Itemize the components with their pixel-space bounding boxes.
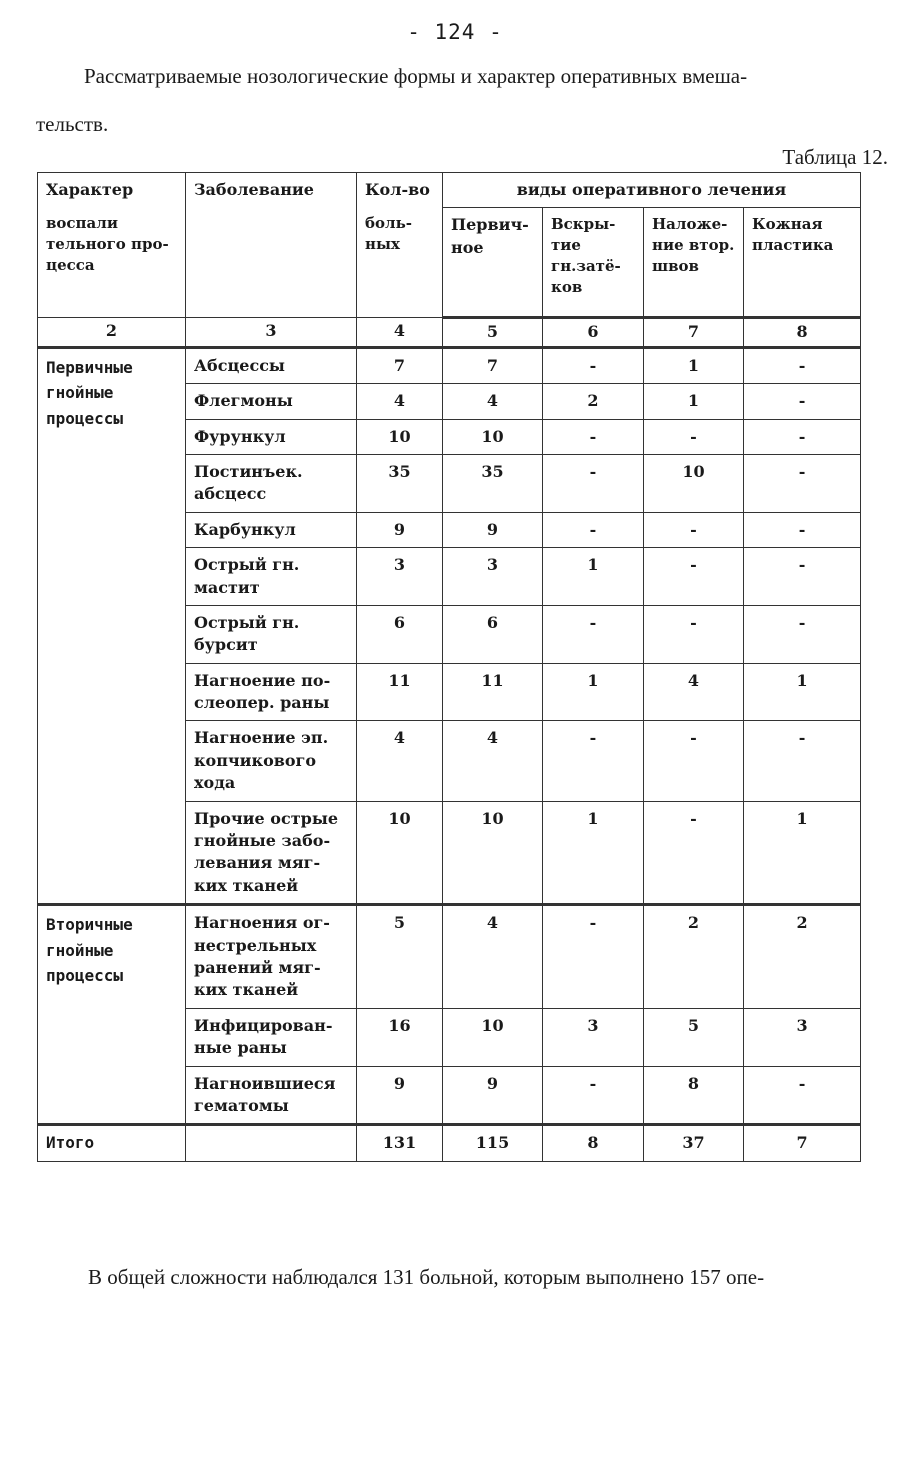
count-cell: 7 [357, 347, 443, 383]
primary-cell: 35 [443, 454, 543, 512]
opening-cell: - [543, 454, 644, 512]
primary-cell: 7 [443, 347, 543, 383]
disease-cell: Нагноившиеся гематомы [186, 1066, 357, 1125]
plastic-cell: - [744, 454, 861, 512]
disease-cell: Карбункул [186, 512, 357, 547]
total-label: Итого [38, 1125, 186, 1161]
total-sutures-cell: 37 [644, 1125, 744, 1161]
index-cell: 6 [543, 318, 644, 347]
sutures-cell: - [644, 605, 744, 663]
sutures-cell: - [644, 419, 744, 454]
plastic-cell: - [744, 548, 861, 606]
total-primary-cell: 115 [443, 1125, 543, 1161]
opening-cell: - [543, 347, 644, 383]
primary-cell: 10 [443, 419, 543, 454]
sutures-cell: 4 [644, 663, 744, 721]
primary-cell: 3 [443, 548, 543, 606]
count-cell: 16 [357, 1008, 443, 1066]
plastic-cell: - [744, 605, 861, 663]
header-disease: Заболевание [186, 173, 357, 318]
intro-line-1: Рассматриваемые нозологические формы и характер оперативных вмеша- [84, 64, 748, 88]
intro-line-2: тельств. [36, 112, 109, 136]
primary-cell: 4 [443, 721, 543, 801]
count-cell: 4 [357, 384, 443, 419]
sutures-cell: 10 [644, 454, 744, 512]
index-cell: 4 [357, 318, 443, 347]
count-cell: 9 [357, 1066, 443, 1125]
count-cell: 35 [357, 454, 443, 512]
opening-cell: - [543, 905, 644, 1009]
primary-cell: 9 [443, 512, 543, 547]
header-row-1 [38, 173, 861, 208]
sutures-cell: 2 [644, 905, 744, 1009]
opening-cell: 3 [543, 1008, 644, 1066]
primary-cell: 4 [443, 905, 543, 1009]
sutures-cell: - [644, 801, 744, 905]
primary-cell: 6 [443, 605, 543, 663]
index-cell: 2 [38, 318, 186, 347]
disease-cell: Нагноения ог-нестрельных ранений мяг-ких тканей [186, 905, 357, 1009]
table-body [38, 347, 861, 1161]
opening-cell: - [543, 419, 644, 454]
plastic-cell: - [744, 347, 861, 383]
count-cell: 11 [357, 663, 443, 721]
sutures-cell: 1 [644, 384, 744, 419]
header-count-title: Кол-во [365, 180, 430, 199]
count-cell: 6 [357, 605, 443, 663]
disease-cell: Острый гн. мастит [186, 548, 357, 606]
opening-cell: 1 [543, 663, 644, 721]
operations-table [37, 172, 861, 1162]
total-row [38, 1125, 861, 1161]
disease-cell: Постинъек. абсцесс [186, 454, 357, 512]
sutures-cell: 8 [644, 1066, 744, 1125]
index-cell: 3 [186, 318, 357, 347]
header-opening: Вскры-тие гн.затё-ков [543, 208, 644, 318]
sutures-cell: 1 [644, 347, 744, 383]
group-primary-label: Первичные гнойные процессы [38, 347, 186, 904]
opening-cell: 2 [543, 384, 644, 419]
total-plastic-cell: 7 [744, 1125, 861, 1161]
plastic-cell: - [744, 721, 861, 801]
opening-cell: 1 [543, 801, 644, 905]
count-cell: 3 [357, 548, 443, 606]
group-secondary-label: Вторичные гнойные процессы [38, 905, 186, 1125]
header-treatment-group: виды оперативного лечения [443, 173, 861, 208]
primary-cell: 10 [443, 1008, 543, 1066]
opening-cell: 1 [543, 548, 644, 606]
opening-cell: - [543, 512, 644, 547]
count-cell: 9 [357, 512, 443, 547]
footer-line: В общей сложности наблюдался 131 больной, которым выполнено 157 опе- [88, 1265, 765, 1289]
primary-cell: 4 [443, 384, 543, 419]
disease-cell: Фурункул [186, 419, 357, 454]
header-character-title: Характер [46, 180, 134, 199]
opening-cell: - [543, 721, 644, 801]
header-primary: Первич-ное [443, 208, 543, 318]
index-cell: 7 [644, 318, 744, 347]
sutures-cell: 5 [644, 1008, 744, 1066]
count-cell: 10 [357, 419, 443, 454]
opening-cell: - [543, 605, 644, 663]
plastic-cell: 3 [744, 1008, 861, 1066]
page-number: - 124 - [407, 20, 503, 44]
sutures-cell: - [644, 721, 744, 801]
opening-cell: - [543, 1066, 644, 1125]
count-cell: 10 [357, 801, 443, 905]
count-cell: 5 [357, 905, 443, 1009]
count-cell: 4 [357, 721, 443, 801]
disease-cell: Прочие острые гнойные забо-левания мяг-ких тканей [186, 801, 357, 905]
disease-cell: Нагноение по-слеопер. раны [186, 663, 357, 721]
plastic-cell: - [744, 512, 861, 547]
total-disease-cell [186, 1125, 357, 1161]
header-character [38, 173, 186, 318]
plastic-cell: - [744, 1066, 861, 1125]
primary-cell: 10 [443, 801, 543, 905]
plastic-cell: 1 [744, 663, 861, 721]
primary-cell: 11 [443, 663, 543, 721]
disease-cell: Флегмоны [186, 384, 357, 419]
header-plastic: Кожная пластика [744, 208, 861, 318]
disease-cell: Острый гн. бурсит [186, 605, 357, 663]
total-opening-cell: 8 [543, 1125, 644, 1161]
table-row [38, 905, 861, 1009]
primary-cell: 9 [443, 1066, 543, 1125]
table-caption: Таблица 12. [782, 145, 888, 169]
plastic-cell: - [744, 384, 861, 419]
header-count [357, 173, 443, 318]
header-count-sub: боль-ных [365, 214, 412, 254]
sutures-cell: - [644, 512, 744, 547]
header-sutures: Наложе-ние втор. швов [644, 208, 744, 318]
sutures-cell: - [644, 548, 744, 606]
table-row [38, 347, 861, 383]
index-row [38, 318, 861, 347]
disease-cell: Инфицирован-ные раны [186, 1008, 357, 1066]
plastic-cell: 1 [744, 801, 861, 905]
index-cell: 5 [443, 318, 543, 347]
total-count-cell: 131 [357, 1125, 443, 1161]
disease-cell: Абсцессы [186, 347, 357, 383]
plastic-cell: - [744, 419, 861, 454]
disease-cell: Нагноение эп. копчикового хода [186, 721, 357, 801]
header-character-sub: воспали тельного про-цесса [46, 214, 169, 275]
index-cell: 8 [744, 318, 861, 347]
plastic-cell: 2 [744, 905, 861, 1009]
